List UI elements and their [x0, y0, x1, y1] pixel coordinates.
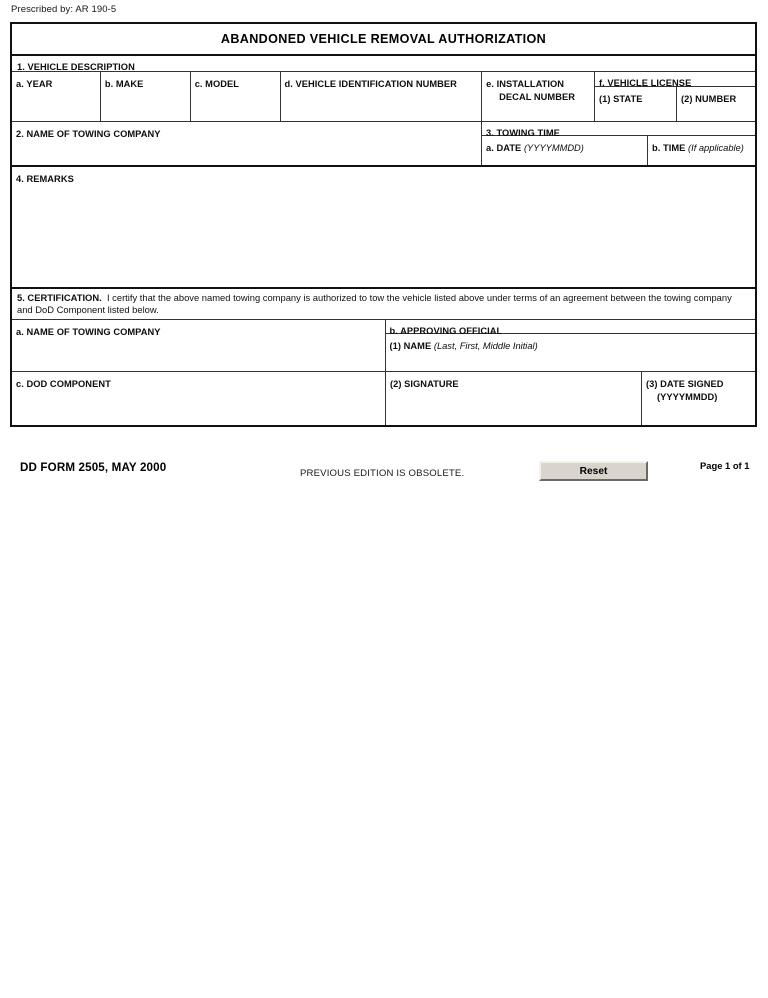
field-towing-date[interactable]: [482, 136, 647, 165]
section-1-heading-row: [12, 56, 755, 72]
towing-company-and-time-row: [12, 122, 755, 167]
field-make-label: b. MAKE: [104, 79, 144, 89]
field-license-state-label: (1) STATE: [598, 94, 643, 104]
page-number: Page 1 of 1: [700, 460, 750, 471]
field-date-signed-hint: (YYYYMMDD): [657, 391, 718, 402]
vehicle-description-row: [12, 72, 755, 122]
vehicle-license-subrow: [595, 87, 755, 121]
previous-edition-notice: PREVIOUS EDITION IS OBSOLETE.: [300, 468, 465, 479]
vehicle-license-heading-row: [595, 72, 755, 87]
certification-row-2: [12, 372, 755, 425]
certification-row-1: [12, 320, 755, 372]
field-signature-label: (2) SIGNATURE: [390, 378, 459, 389]
field-model-label: c. MODEL: [194, 79, 239, 89]
field-year-label: a. YEAR: [16, 79, 53, 89]
certification-body: I certify that the above named towing company is authorized to tow the vehicle listed above under terms of an agreement between the towing company and DoD Component listed below.: [17, 292, 732, 316]
approving-official-heading-row: [386, 320, 756, 334]
section-3-towing-time-group: [481, 122, 755, 165]
section-2-heading: 2. NAME OF TOWING COMPANY: [16, 129, 161, 139]
field-towing-time[interactable]: [647, 136, 755, 165]
field-signature[interactable]: [385, 372, 641, 425]
field-cert-towing-company-label: a. NAME OF TOWING COMPANY: [16, 326, 161, 337]
dd-form-2505: [10, 22, 757, 427]
field-towing-date-label: a. DATE (YYYYMMDD): [486, 143, 584, 153]
field-installation-decal-number[interactable]: [481, 72, 594, 121]
field-make[interactable]: [100, 72, 190, 121]
vehicle-license-heading: f. VEHICLE LICENSE: [598, 78, 692, 88]
section-4-heading: 4. REMARKS: [16, 174, 74, 184]
field-license-number[interactable]: [676, 87, 755, 121]
field-cert-towing-company[interactable]: [12, 320, 385, 371]
field-license-state[interactable]: [595, 87, 676, 121]
towing-time-subrow: [482, 136, 755, 165]
field-dod-component[interactable]: [12, 372, 385, 425]
field-decal-label-line2: DECAL NUMBER: [499, 92, 576, 102]
form-identifier: DD FORM 2505, MAY 2000: [20, 461, 167, 474]
field-year[interactable]: [12, 72, 100, 121]
form-title: ABANDONED VEHICLE REMOVAL AUTHORIZATION: [220, 32, 547, 46]
form-footer: [0, 457, 768, 491]
certification-text: [17, 292, 750, 317]
field-towing-company-name[interactable]: [12, 122, 481, 165]
section-5-certification-statement: [12, 289, 755, 320]
field-vin-label: d. VEHICLE IDENTIFICATION NUMBER: [284, 79, 457, 89]
field-date-signed-label: (3) DATE SIGNED: [646, 378, 724, 389]
form-title-bar: [12, 24, 755, 56]
approving-official-heading: b. APPROVING OFFICIAL: [389, 325, 503, 336]
reset-button[interactable]: Reset: [539, 461, 648, 481]
prescribed-by-text: Prescribed by: AR 190-5: [11, 4, 117, 15]
field-approving-official-name[interactable]: [386, 334, 756, 372]
field-model[interactable]: [190, 72, 280, 121]
field-towing-time-label: b. TIME (If applicable): [652, 143, 744, 153]
field-license-number-label: (2) NUMBER: [680, 94, 737, 104]
field-approving-official-name-label: (1) NAME (Last, First, Middle Initial): [389, 340, 538, 351]
approving-official-group: [385, 320, 756, 371]
section-3-heading-row: [482, 122, 755, 136]
field-date-signed[interactable]: [641, 372, 755, 425]
field-decal-label-line1: e. INSTALLATION: [486, 79, 565, 89]
field-remarks[interactable]: [12, 167, 755, 289]
certification-label: 5. CERTIFICATION.: [17, 292, 102, 303]
field-dod-component-label: c. DOD COMPONENT: [16, 378, 111, 389]
section-3-heading: 3. TOWING TIME: [486, 128, 560, 138]
field-vin[interactable]: [280, 72, 482, 121]
field-vehicle-license-group: [594, 72, 755, 121]
section-1-heading: 1. VEHICLE DESCRIPTION: [17, 62, 135, 72]
